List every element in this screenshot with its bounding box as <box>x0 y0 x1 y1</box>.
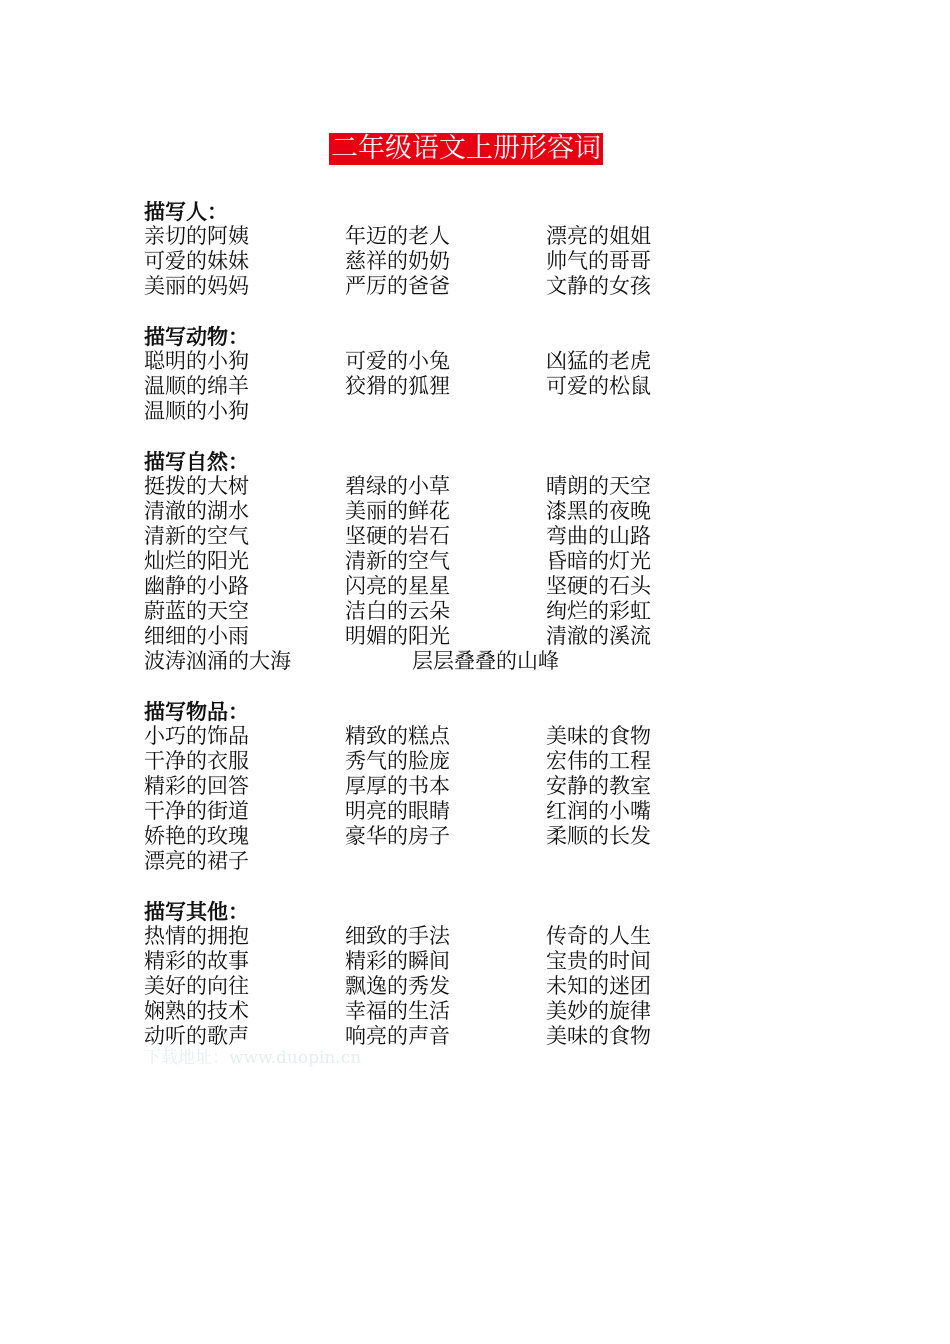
word: 安静的教室 <box>546 774 651 798</box>
word: 坚硬的岩石 <box>345 524 450 548</box>
word: 宏伟的工程 <box>546 749 651 773</box>
word-row <box>144 249 704 274</box>
word: 小巧的饰品 <box>144 724 249 748</box>
word: 细致的手法 <box>345 924 450 948</box>
download-footer: 下载地址：www.duopin.cn <box>144 1048 362 1068</box>
word: 干净的街道 <box>144 799 249 823</box>
word: 可爱的妹妹 <box>144 249 249 273</box>
word: 可爱的小兔 <box>345 349 450 373</box>
word-row <box>144 274 704 299</box>
word: 凶猛的老虎 <box>546 349 651 373</box>
word: 碧绿的小草 <box>345 474 450 498</box>
word: 美丽的鲜花 <box>345 499 450 523</box>
word: 美味的食物 <box>546 724 651 748</box>
word: 美味的食物 <box>546 1024 651 1048</box>
word-row <box>144 649 704 674</box>
word: 豪华的房子 <box>345 824 450 848</box>
word-row <box>144 774 704 799</box>
word: 严厉的爸爸 <box>345 274 450 298</box>
word: 闪亮的星星 <box>345 574 450 598</box>
word: 娴熟的技术 <box>144 999 249 1023</box>
word-row <box>144 549 704 574</box>
word: 精彩的瞬间 <box>345 949 450 973</box>
word: 美妙的旋律 <box>546 999 651 1023</box>
word: 柔顺的长发 <box>546 824 651 848</box>
word: 坚硬的石头 <box>546 574 651 598</box>
word: 未知的迷团 <box>546 974 651 998</box>
word: 绚烂的彩虹 <box>546 599 651 623</box>
word: 精致的糕点 <box>345 724 450 748</box>
word: 干净的衣服 <box>144 749 249 773</box>
word-row <box>144 999 704 1024</box>
page-title: 二年级语文上册形容词 <box>331 133 601 164</box>
word: 红润的小嘴 <box>546 799 651 823</box>
word-row <box>144 749 704 774</box>
word-row <box>144 949 704 974</box>
word: 层层叠叠的山峰 <box>412 649 559 673</box>
word: 挺拨的大树 <box>144 474 249 498</box>
word: 蔚蓝的天空 <box>144 599 249 623</box>
word-row <box>144 349 704 374</box>
word: 细细的小雨 <box>144 624 249 648</box>
word-row <box>144 799 704 824</box>
section-others <box>144 899 704 1049</box>
word: 明媚的阳光 <box>345 624 450 648</box>
word-row <box>144 574 704 599</box>
word-row <box>144 474 704 499</box>
section-animals <box>144 324 704 424</box>
word: 美好的向往 <box>144 974 249 998</box>
word: 亲切的阿姨 <box>144 224 249 248</box>
word-row <box>144 499 704 524</box>
word-row <box>144 724 704 749</box>
word: 灿烂的阳光 <box>144 549 249 573</box>
word: 漆黑的夜晚 <box>546 499 651 523</box>
word: 狡猾的狐狸 <box>345 374 450 398</box>
word: 温顺的小狗 <box>144 399 249 423</box>
adjective-list <box>144 199 704 1074</box>
word: 文静的女孩 <box>546 274 651 298</box>
word: 清新的空气 <box>345 549 450 573</box>
word: 弯曲的山路 <box>546 524 651 548</box>
word-row <box>144 399 704 424</box>
word: 热情的拥抱 <box>144 924 249 948</box>
section-people <box>144 199 704 299</box>
word: 洁白的云朵 <box>345 599 450 623</box>
word: 明亮的眼睛 <box>345 799 450 823</box>
word-row <box>144 924 704 949</box>
word: 清澈的湖水 <box>144 499 249 523</box>
word: 幸福的生活 <box>345 999 450 1023</box>
section-heading: 描写物品： <box>144 699 249 724</box>
word: 美丽的妈妈 <box>144 274 249 298</box>
word: 厚厚的书本 <box>345 774 450 798</box>
word-row <box>144 224 704 249</box>
word: 聪明的小狗 <box>144 349 249 373</box>
word-row <box>144 849 704 874</box>
word-row <box>144 624 704 649</box>
section-heading: 描写其他： <box>144 899 249 924</box>
word: 幽静的小路 <box>144 574 249 598</box>
word: 精彩的回答 <box>144 774 249 798</box>
word-row <box>144 824 704 849</box>
word-row <box>144 524 704 549</box>
word: 宝贵的时间 <box>546 949 651 973</box>
word: 温顺的绵羊 <box>144 374 249 398</box>
word-row <box>144 374 704 399</box>
word: 可爱的松鼠 <box>546 374 651 398</box>
word: 慈祥的奶奶 <box>345 249 450 273</box>
section-heading: 描写人： <box>144 199 228 224</box>
word-row <box>144 974 704 999</box>
word: 响亮的声音 <box>345 1024 450 1048</box>
section-nature <box>144 449 704 674</box>
word: 清新的空气 <box>144 524 249 548</box>
word: 秀气的脸庞 <box>345 749 450 773</box>
word: 漂亮的姐姐 <box>546 224 651 248</box>
word: 飘逸的秀发 <box>345 974 450 998</box>
word: 晴朗的天空 <box>546 474 651 498</box>
word: 清澈的溪流 <box>546 624 651 648</box>
word: 波涛汹涌的大海 <box>144 649 291 673</box>
word: 年迈的老人 <box>345 224 450 248</box>
word: 动听的歌声 <box>144 1024 249 1048</box>
word: 传奇的人生 <box>546 924 651 948</box>
word: 昏暗的灯光 <box>546 549 651 573</box>
word: 娇艳的玫瑰 <box>144 824 249 848</box>
word-row <box>144 599 704 624</box>
section-heading: 描写自然： <box>144 449 249 474</box>
word: 漂亮的裙子 <box>144 849 249 873</box>
section-heading: 描写动物： <box>144 324 249 349</box>
word: 精彩的故事 <box>144 949 249 973</box>
section-objects <box>144 699 704 874</box>
word: 帅气的哥哥 <box>546 249 651 273</box>
